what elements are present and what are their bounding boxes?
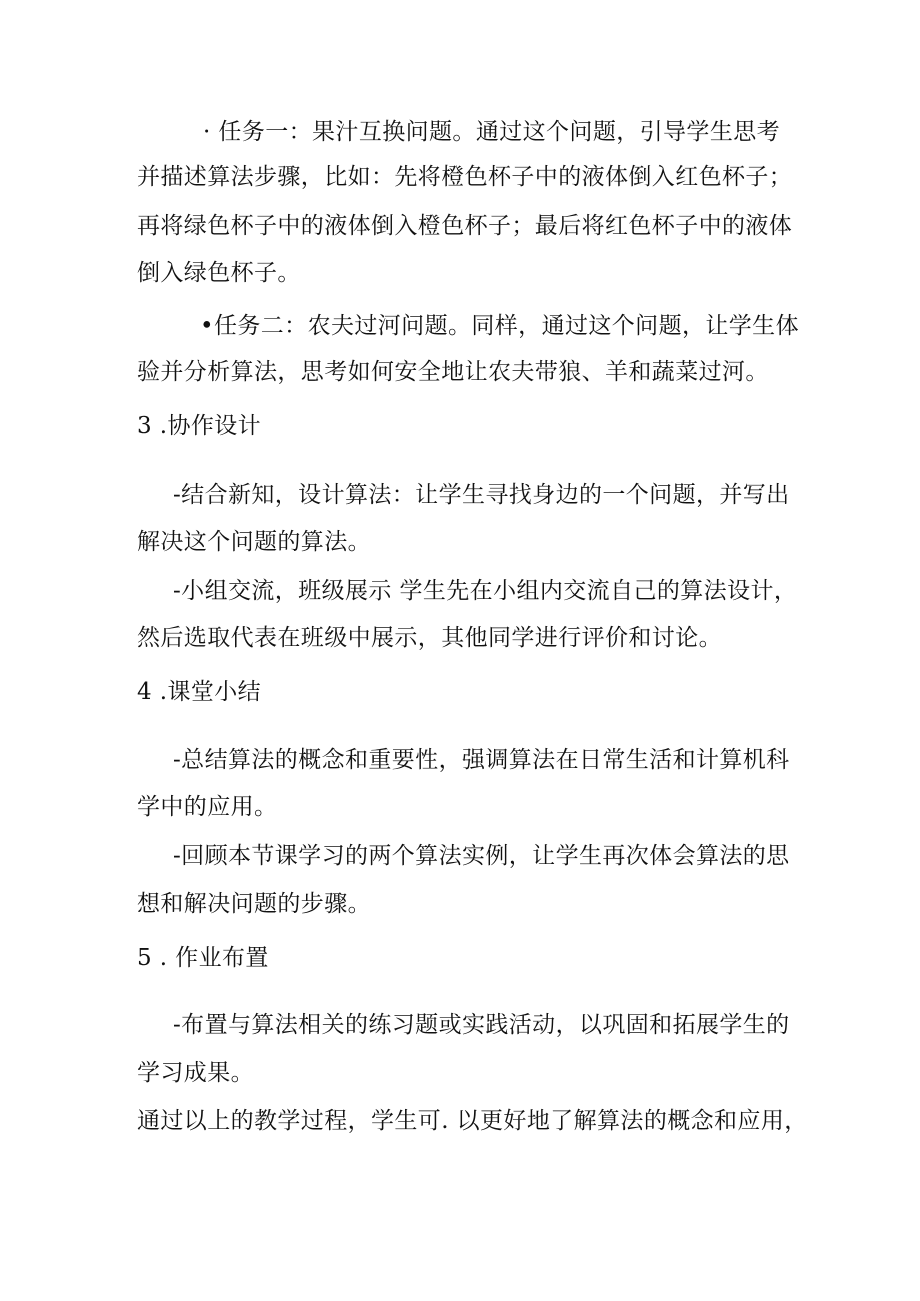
section-4-item-1-line-1: -总结算法的概念和重要性，强调算法在日常生活和计算机科 (173, 747, 790, 773)
task1-line-2: 并描述算法步骤，比如：先将橙色杯子中的液体倒入红色杯子； (137, 164, 793, 190)
task1-line-1: · 任务一：果汁互换问题。通过这个问题，引导学生思考 (203, 119, 781, 145)
section-3-item-2-line-1: -小组交流，班级展示 学生先在小组内交流自己的算法设计， (173, 578, 798, 604)
section-3-item-2-line-2: 然后选取代表在班级中展示，其他同学进行评价和讨论。 (137, 625, 722, 651)
task2-line-2: 验并分析算法，思考如何安全地让农夫带狼、羊和蔬菜过河。 (137, 359, 769, 385)
section-4-item-2-line-2: 想和解决问题的步骤。 (137, 891, 371, 917)
section-5-item-1-line-1: -布置与算法相关的练习题或实践活动，以巩固和拓展学生的 (173, 1012, 790, 1038)
section-5-heading: 5 . 作业布置 (137, 945, 269, 971)
task1-line-3: 再将绿色杯子中的液体倒入橙色杯子；最后将红色杯子中的液体 (137, 213, 793, 239)
conclusion-line-1: 通过以上的教学过程，学生可. 以更好地了解算法的概念和应用， (137, 1108, 808, 1134)
task2-line-1: •任务二：农夫过河问题。同样，通过这个问题，让学生体 (200, 313, 799, 339)
section-4-heading: 4 .课堂小结 (137, 679, 262, 705)
section-4-item-2-line-1: -回顾本节课学习的两个算法实例，让学生再次体会算法的思 (173, 843, 790, 869)
section-3-item-1-line-2: 解决这个问题的算法。 (137, 529, 371, 555)
section-5-item-1-line-2: 学习成果。 (137, 1060, 254, 1086)
section-3-heading: 3 .协作设计 (137, 413, 262, 439)
section-3-item-1-line-1: -结合新知，设计算法：让学生寻找身边的一个问题，并写出 (173, 482, 790, 508)
task1-line-4: 倒入绿色杯子。 (137, 260, 301, 286)
section-4-item-1-line-2: 学中的应用。 (137, 794, 278, 820)
